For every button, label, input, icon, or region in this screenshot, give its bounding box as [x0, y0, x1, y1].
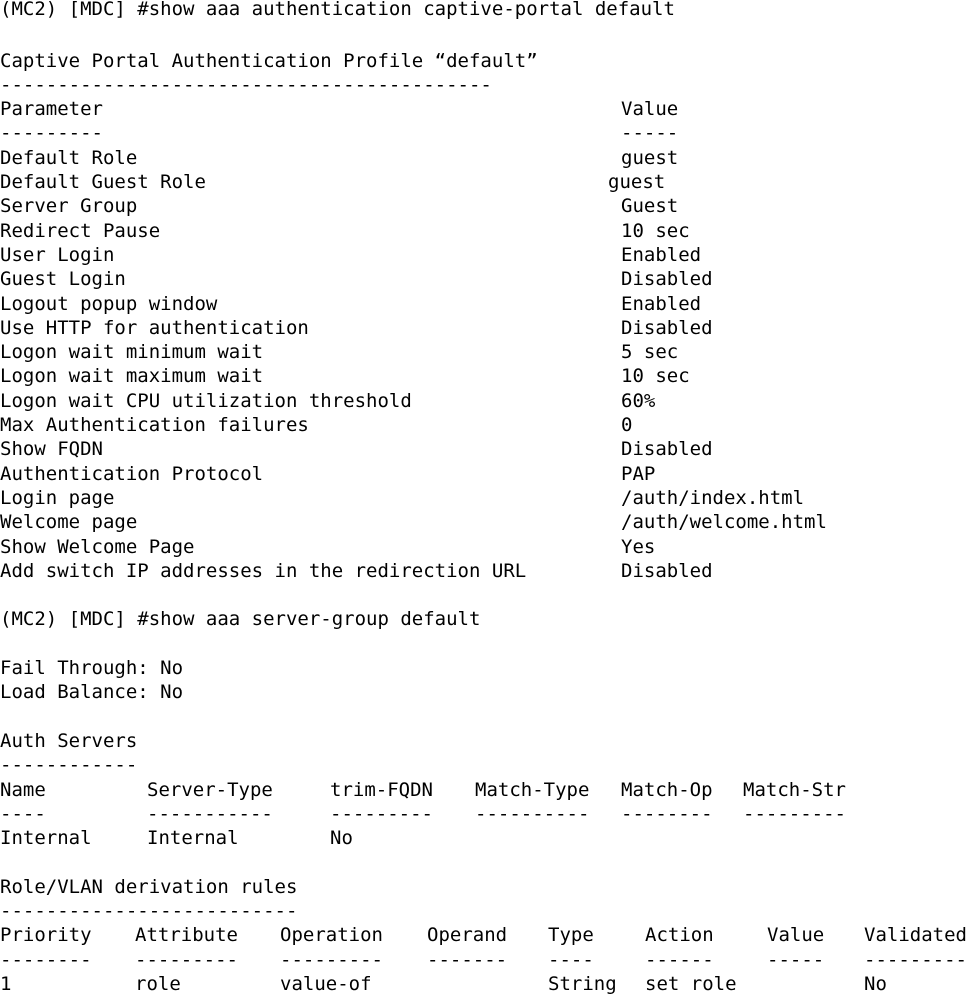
profile-param: Show FQDN	[0, 438, 103, 461]
derivation-rules-header-cell: Action	[645, 924, 714, 947]
auth-servers-header-rule-cell: -----------	[147, 802, 273, 825]
auth-servers-header-rule-cell: ---------	[330, 802, 433, 825]
profile-row	[0, 170, 974, 194]
profile-value: 60%	[621, 389, 656, 412]
auth-servers-header-rule-cell: ----	[0, 802, 46, 825]
profile-param: Server Group	[0, 195, 138, 218]
profile-row	[0, 243, 974, 267]
profile-row	[0, 389, 974, 413]
derivation-rules-header-rule-cell: ---------	[280, 948, 383, 971]
profile-value: Disabled	[621, 316, 713, 339]
derivation-rules-header-cell: Priority	[0, 924, 92, 947]
profile-param: Add switch IP addresses in the redirection URL	[0, 559, 527, 582]
profile-value: Guest	[621, 195, 679, 218]
auth-servers-header-cell: trim-FQDN	[330, 778, 433, 801]
profile-value: Disabled	[621, 268, 713, 291]
profile-row	[0, 559, 974, 583]
profile-param: Logon wait CPU utilization threshold	[0, 389, 412, 412]
profile-param: Show Welcome Page	[0, 535, 195, 558]
blank-line	[0, 24, 974, 48]
derivation-rules-table	[0, 923, 974, 994]
auth-servers-header-rule	[0, 802, 974, 826]
profile-param: Guest Login	[0, 268, 126, 291]
profile-value: Enabled	[621, 243, 702, 266]
profile-value: /auth/index.html	[621, 486, 805, 509]
derivation-rules-header-cell: Attribute	[135, 924, 238, 947]
profile-param: Logon wait maximum wait	[0, 365, 264, 388]
profile-value: Disabled	[621, 559, 713, 582]
profile-value: PAP	[621, 462, 656, 485]
auth-servers-header-rule-cell: --------	[621, 802, 713, 825]
profile-row	[0, 486, 974, 510]
auth-servers-header-cell: Name	[0, 778, 46, 801]
header-value-rule: -----	[621, 122, 679, 145]
auth-servers-row-cell: Internal	[0, 827, 92, 850]
auth-servers-header	[0, 778, 974, 802]
auth-servers-row-cell: No	[330, 827, 353, 850]
blank-line	[0, 583, 974, 607]
profile-value: 0	[621, 414, 633, 437]
derivation-rules-header-cell: Type	[548, 924, 594, 947]
auth-servers-header-cell: Match-Str	[743, 778, 846, 801]
profile-param: Use HTTP for authentication	[0, 316, 309, 339]
profile-param: Max Authentication failures	[0, 414, 309, 437]
derivation-rules-title-rule: --------------------------	[0, 899, 298, 922]
profile-row	[0, 462, 974, 486]
derivation-rules-header	[0, 923, 974, 947]
profile-row	[0, 292, 974, 316]
derivation-rules-header-rule-cell: ------	[645, 948, 714, 971]
derivation-rules-row-cell: set role	[645, 972, 737, 994]
profile-value: guest	[608, 171, 666, 194]
profile-row	[0, 340, 974, 364]
derivation-rules-header-rule-cell: ----	[548, 948, 594, 971]
profile-row	[0, 413, 974, 437]
derivation-rules-title: Role/VLAN derivation rules	[0, 875, 298, 898]
profile-rows	[0, 146, 974, 583]
profile-table-header	[0, 97, 974, 121]
command-line: (MC2) [MDC] #show aaa authentication captive-portal default	[0, 0, 675, 20]
auth-servers-header-cell: Match-Op	[621, 778, 713, 801]
derivation-rules-header-rule-cell: -----	[767, 948, 825, 971]
profile-value: 5 sec	[621, 341, 679, 364]
profile-param: Login page	[0, 486, 115, 509]
derivation-rules-header-cell: Validated	[864, 924, 967, 947]
derivation-rules-header-rule	[0, 948, 974, 972]
derivation-rules-row-cell: value-of	[280, 972, 372, 994]
header-parameter-rule: ---------	[0, 122, 103, 145]
blank-line	[0, 850, 974, 874]
profile-row	[0, 364, 974, 388]
profile-value: 10 sec	[621, 365, 690, 388]
load-balance: Load Balance: No	[0, 681, 184, 704]
derivation-rules-header-cell: Operation	[280, 924, 383, 947]
profile-param: Default Guest Role	[0, 171, 206, 194]
derivation-rules-header-cell: Value	[767, 924, 825, 947]
derivation-rules-row	[0, 972, 974, 994]
derivation-rules-row-cell: 1	[0, 972, 12, 994]
profile-param: Welcome page	[0, 511, 138, 534]
profile-value: Disabled	[621, 438, 713, 461]
header-parameter: Parameter	[0, 98, 103, 121]
derivation-rules-row-cell: role	[135, 972, 181, 994]
profile-param: Authentication Protocol	[0, 462, 264, 485]
profile-param: Logout popup window	[0, 292, 218, 315]
derivation-rules-header-rule-cell: ---------	[135, 948, 238, 971]
derivation-rules-header-cell: Operand	[427, 924, 508, 947]
profile-row	[0, 219, 974, 243]
derivation-rules-row-cell: String	[548, 972, 617, 994]
profile-title-rule: -------------------------------------------	[0, 73, 492, 96]
profile-param: Redirect Pause	[0, 219, 161, 242]
auth-servers-header-cell: Server-Type	[147, 778, 273, 801]
profile-row	[0, 437, 974, 461]
header-value: Value	[621, 98, 679, 121]
derivation-rules-header-rule-cell: ---------	[864, 948, 967, 971]
profile-value: 10 sec	[621, 219, 690, 242]
auth-servers-header-cell: Match-Type	[475, 778, 590, 801]
profile-row	[0, 194, 974, 218]
auth-servers-title-rule: ------------	[0, 754, 138, 777]
profile-value: Enabled	[621, 292, 702, 315]
fail-through: Fail Through: No	[0, 657, 184, 680]
profile-param: Default Role	[0, 146, 138, 169]
profile-value: Yes	[621, 535, 656, 558]
profile-row	[0, 146, 974, 170]
profile-row	[0, 510, 974, 534]
derivation-rules-header-rule-cell: -------	[427, 948, 508, 971]
blank-line	[0, 705, 974, 729]
profile-row	[0, 267, 974, 291]
auth-servers-header-rule-cell: ---------	[743, 802, 846, 825]
auth-servers-row	[0, 826, 974, 850]
derivation-rules-row-cell: No	[864, 972, 887, 994]
profile-value: /auth/welcome.html	[621, 511, 827, 534]
derivation-rules-header-rule-cell: --------	[0, 948, 92, 971]
auth-servers-header-rule-cell: ----------	[475, 802, 590, 825]
auth-servers-title: Auth Servers	[0, 729, 138, 752]
profile-row	[0, 535, 974, 559]
profile-param: Logon wait minimum wait	[0, 341, 264, 364]
auth-servers-row-cell: Internal	[147, 827, 239, 850]
profile-param: User Login	[0, 243, 115, 266]
blank-line	[0, 632, 974, 656]
profile-table-header-rule	[0, 121, 974, 145]
command-line: (MC2) [MDC] #show aaa server-group default	[0, 608, 481, 631]
profile-title: Captive Portal Authentication Profile “default”	[0, 49, 538, 72]
auth-servers-table	[0, 778, 974, 851]
profile-row	[0, 316, 974, 340]
profile-value: guest	[621, 146, 679, 169]
